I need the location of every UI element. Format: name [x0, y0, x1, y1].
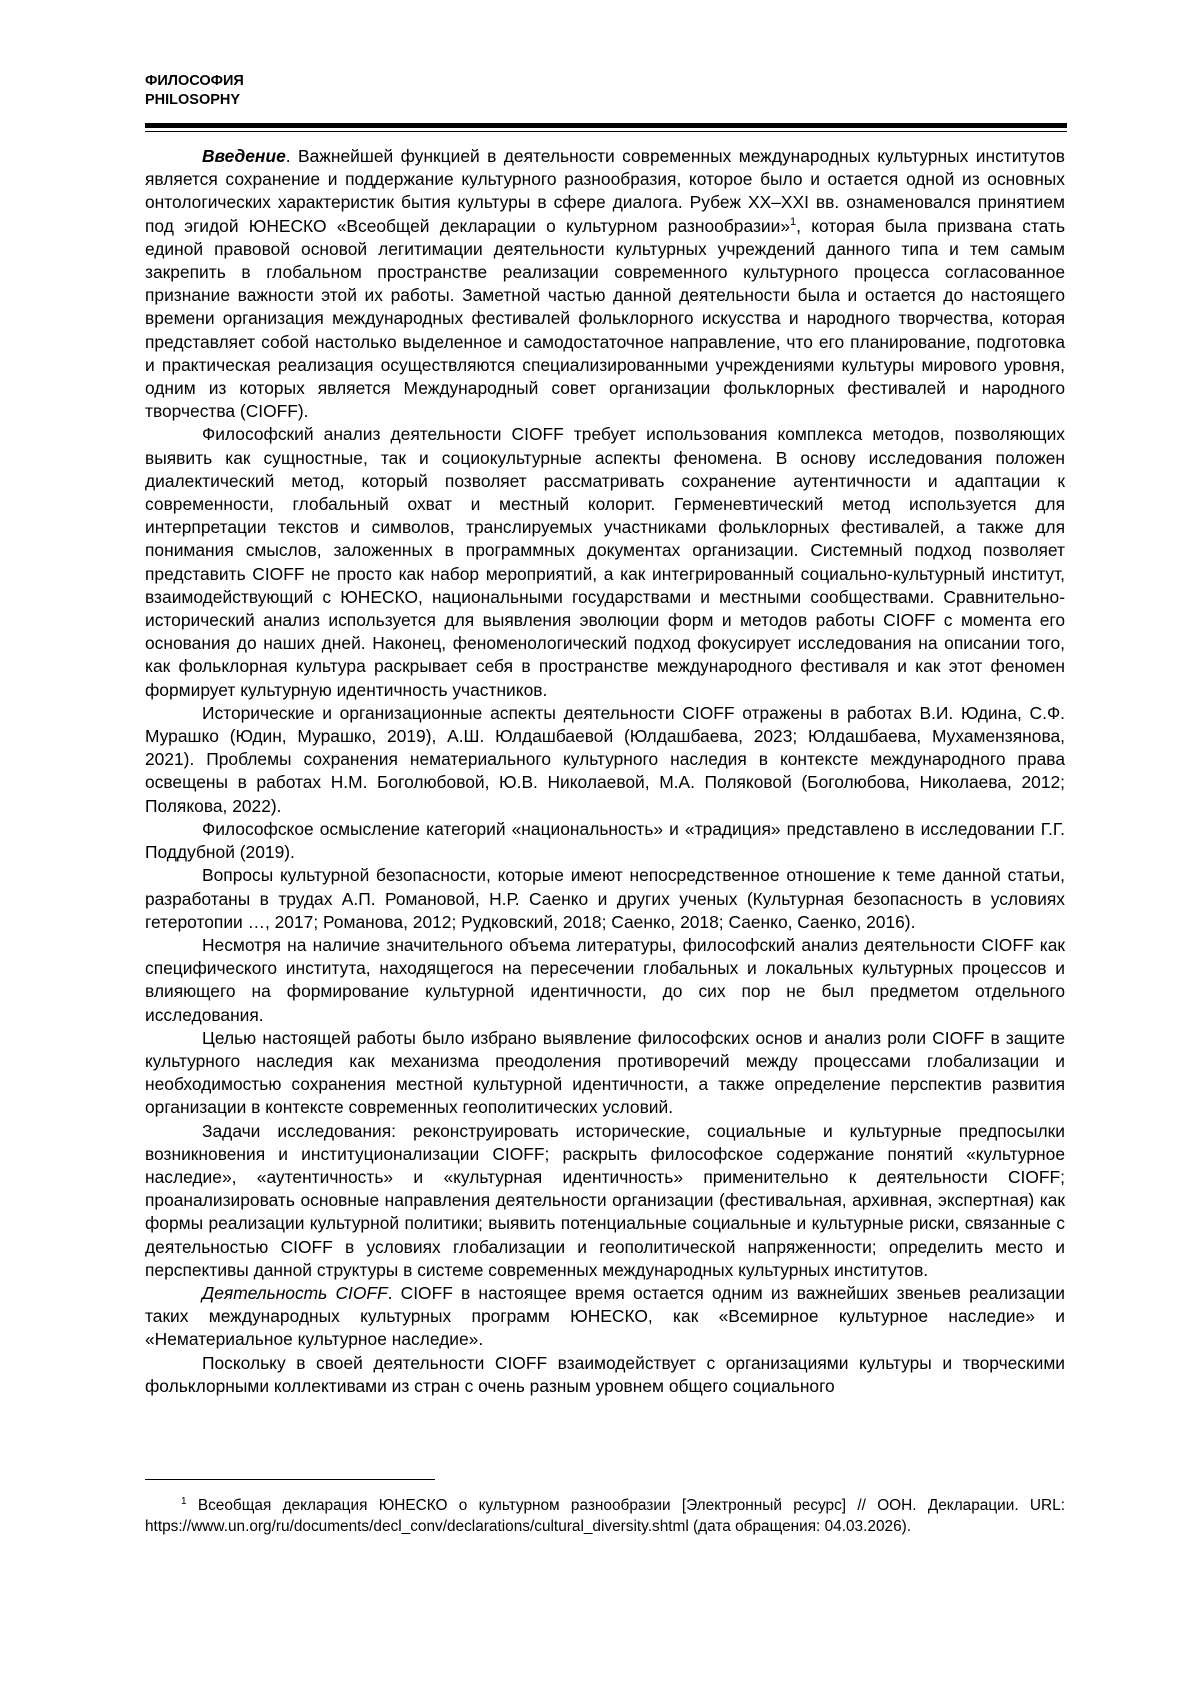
- activity-lead: Деятельность CIOFF: [202, 1282, 388, 1303]
- intro-text-2: , которая была призвана стать единой правовой основой легитимации деятельности культурных учреждений данного типа и тем самым закрепить в глобальном пространстве реализации современного культурного процесса согласованное признание важности этой их работы. Заметной частью данной деятельности была и остается до настоящего времени организация международных фестивалей фольклорного искусства и народного творчества, которая представляет собой настолько выделенное и самодостаточное направление, что его планирование, подготовка и практическая реализация осуществляются специализированными учреждениями культуры мирового уровня, одним из которых является Международный совет организации фольклорных фестивалей и народного творчества (CIOFF).: [145, 215, 1065, 422]
- paragraph-tasks: Задачи исследования: реконструировать исторические, социальные и культурные предпосылки возникновения и институционализации CIOFF; раскрыть философское содержание понятий «культурное наследие», «аутентичность» и «культурная идентичность» применительно к деятельности CIOFF; проанализировать основные направления деятельности организации (фестивальная, архивная, экспертная) как формы реализации культурной политики; выявить потенциальные социальные и культурные риски, связанные с деятельностью CIOFF в условиях глобализации и геополитической напряженности; определить место и перспективы данной структуры в системе современных международных культурных институтов.: [145, 1120, 1065, 1280]
- paragraph-goal: Целью настоящей работы было избрано выявление философских основ и анализ роли CIOFF в защите культурного наследия как механизма преодоления противоречий между процессами глобализации и необходимостью сохранения местной культурной идентичности, а также определение перспектив развития организации в контексте современных геополитических условий.: [145, 1027, 1065, 1118]
- header-rule-thin: [145, 131, 1067, 132]
- header-rule-thick: [145, 123, 1067, 128]
- footnote-text: Всеобщая декларация ЮНЕСКО о культурном разнообразии [Электронный ресурс] // ООН. Декларации. URL: https://www.un.org/ru/documents/decl_conv/declarations/cultural_diversity.shtml (дата обращения: 04.03.2026).: [145, 1497, 1065, 1535]
- footnote-rule: [145, 1479, 435, 1480]
- paragraph-activity: [145, 1282, 1065, 1352]
- paragraph-methods: Философский анализ деятельности CIOFF требует использования комплекса методов, позволяющих выявить как сущностные, так и социокультурные аспекты феномена. В основу исследования положен диалектический метод, который позволяет рассматривать сохранение аутентичности и адаптации к современности, глобальный охват и местный колорит. Герменевтический метод используется для интерпретации текстов и символов, транслируемых участниками фольклорных фестивалей, а также для понимания смыслов, заложенных в программных документах организации. Системный подход позволяет представить CIOFF не просто как набор мероприятий, а как интегрированный социально-культурный институт, взаимодействующий с ЮНЕСКО, национальными государствами и местными сообществами. Сравнительно-исторический анализ используется для выявления эволюции форм и методов работы CIOFF с момента его основания до наших дней. Наконец, феноменологический подход фокусирует исследования на описании того, как фольклорная культура раскрывает себя в пространстве международного фестиваля и как этот феномен формирует культурную идентичность участников.: [145, 424, 1065, 700]
- footnote-ref[interactable]: 1: [790, 215, 797, 228]
- running-header: [145, 72, 244, 110]
- intro-lead: Введение: [202, 146, 286, 166]
- footnote: [145, 1496, 1065, 1537]
- article-body: [145, 145, 1065, 1398]
- activity-text: . CIOFF в настоящее время остается одним из важнейших звеньев реализации таких международных культурных программ ЮНЕСКО, как «Всемирное культурное наследие» и «Нематериальное культурное наследие».: [145, 1282, 1065, 1350]
- footnote-mark: 1: [181, 1495, 187, 1507]
- paragraph-literature-security: Вопросы культурной безопасности, которые имеют непосредственное отношение к теме данной статьи, разработаны в трудах А.П. Романовой, Н.Р. Саенко и других ученых (Культурная безопасность в условиях гетеротопии …, 2017; Романова, 2012; Рудковский, 2018; Саенко, 2018; Саенко, Саенко, 2016).: [145, 865, 1065, 932]
- footnote-paragraph: [145, 1496, 1065, 1537]
- paragraph-intro: [145, 145, 1065, 423]
- paragraph-research-gap: Несмотря на наличие значительного объема литературы, философский анализ деятельности CIOFF как специфического института, находящегося на пересечении глобальных и локальных культурных процессов и влияющего на формирование культурной идентичности, до сих пор не был предметом отдельного исследования.: [145, 934, 1065, 1025]
- paragraph-literature-history: Исторические и организационные аспекты деятельности CIOFF отражены в работах В.И. Юдина, С.Ф. Мурашко (Юдин, Мурашко, 2019), А.Ш. Юлдашбаевой (Юлдашбаева, 2023; Юлдашбаева, Мухамензянова, 2021). Проблемы сохранения нематериального культурного наследия в контексте международного права освещены в работах Н.М. Боголюбовой, Ю.В. Николаевой, М.А. Поляковой (Боголюбова, Николаева, 2012; Полякова, 2022).: [145, 702, 1065, 816]
- section-title-ru: ФИЛОСОФИЯ: [145, 73, 244, 89]
- paragraph-interaction: Поскольку в своей деятельности CIOFF взаимодействует с организациями культуры и творческими фольклорными коллективами из стран с очень разным уровнем общего социального: [145, 1352, 1065, 1396]
- paragraph-literature-philosophy: Философское осмысление категорий «национальность» и «традиция» представлено в исследовании Г.Г. Поддубной (2019).: [145, 818, 1065, 863]
- intro-text-1: . Важнейшей функцией в деятельности современных международных культурных институтов является сохранение и поддержание культурного разнообразия, которое было и остается одной из основных онтологических характеристик бытия культуры в сфере диалога. Рубеж XX–XXI вв. ознаменовался принятием под эгидой ЮНЕСКО «Всеобщей декларации о культурном разнообразии»: [145, 146, 1065, 236]
- section-title-en: PHILOSOPHY: [145, 92, 241, 108]
